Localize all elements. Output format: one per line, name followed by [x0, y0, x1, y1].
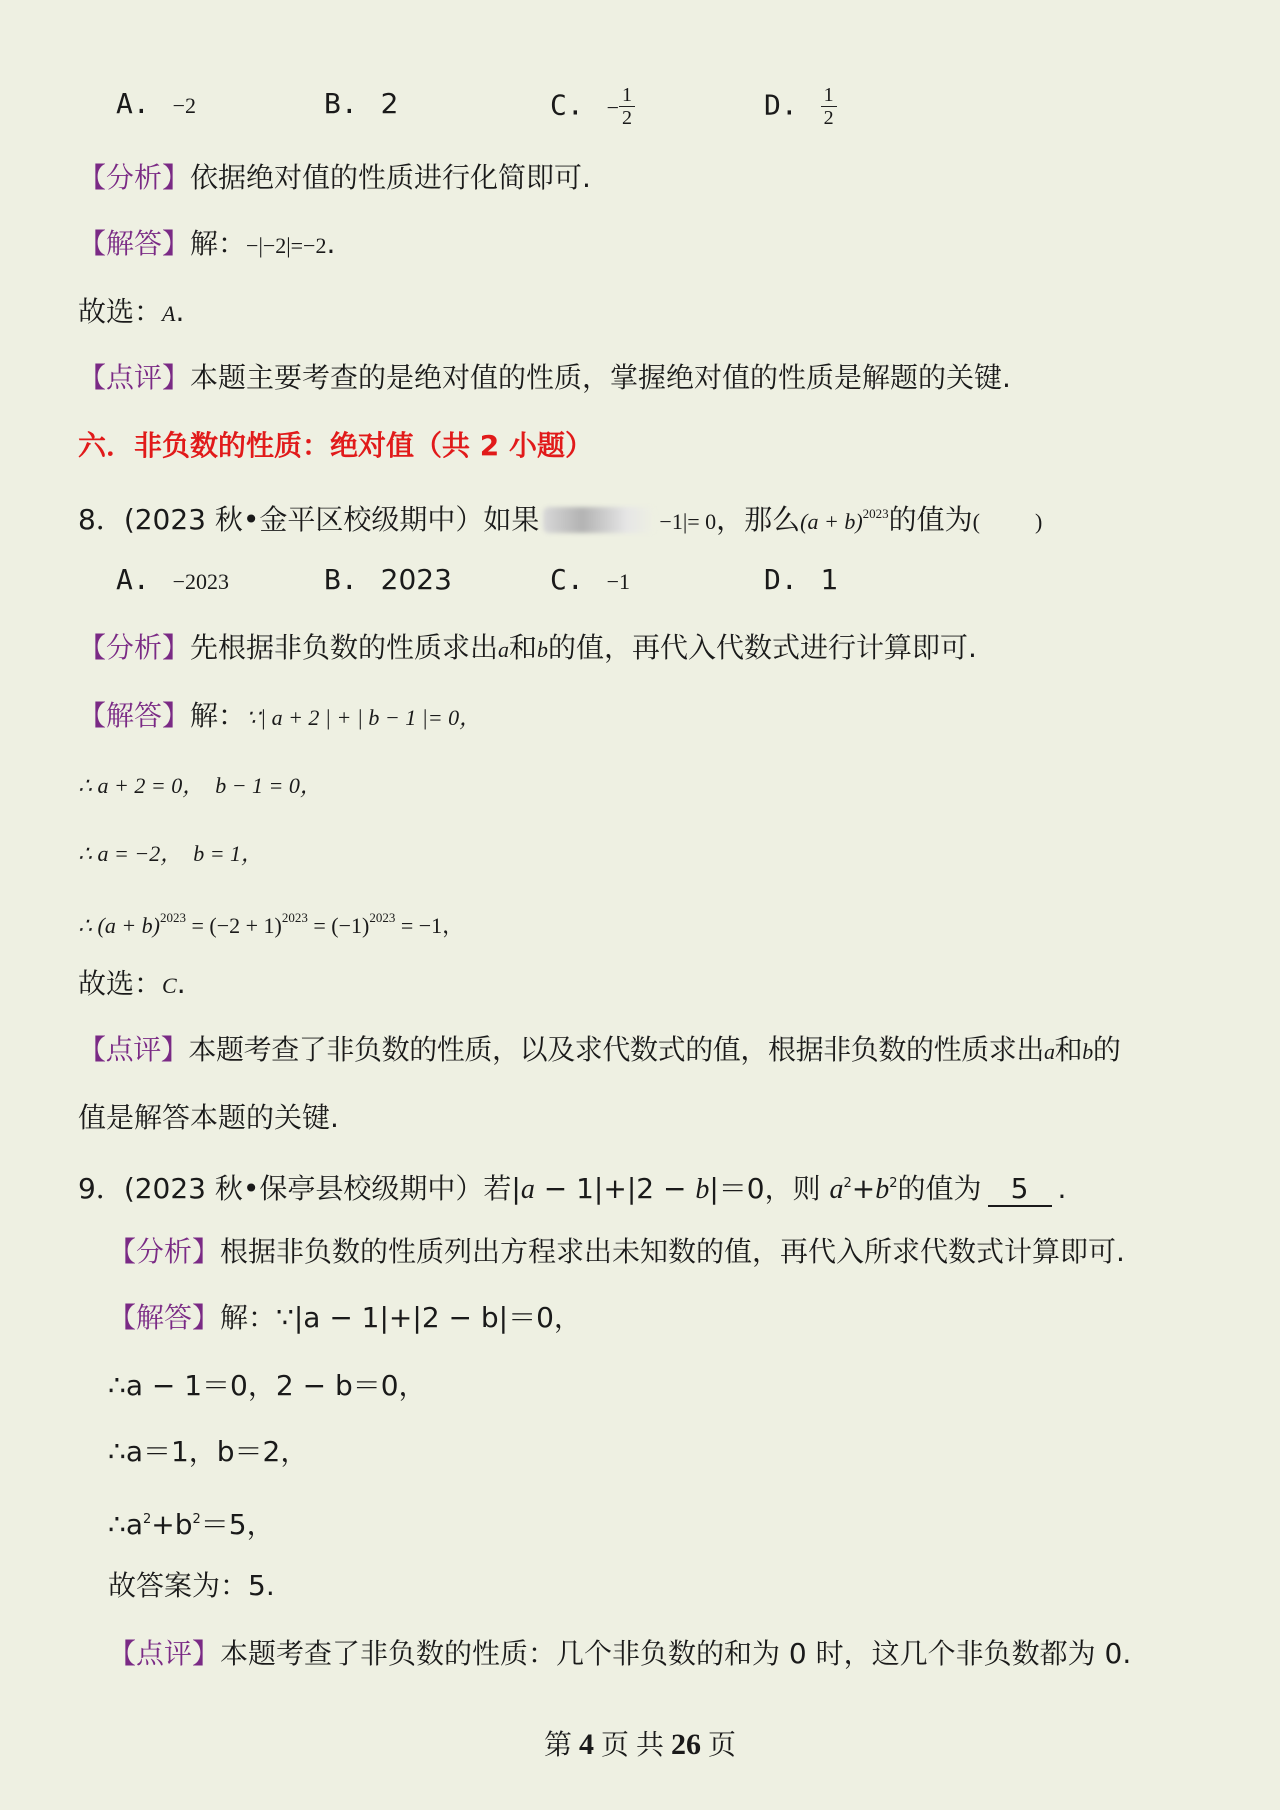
- q9-step-3: $\therefore a^2+b^2=5$，: [108, 1508, 275, 1541]
- q7-options: [0, 84, 1280, 144]
- q8-choose: 故选：C.: [78, 967, 186, 1000]
- q8-solution: 【解答】解：∵| a + 2 | + | b − 1 |= 0，: [78, 699, 482, 732]
- blurred-region: [543, 507, 655, 533]
- q8-step-4: ∴ $(a + b)^{2023} = (-2 + 1)^{2023} = (-1)^{2023} = -1$，: [78, 910, 465, 938]
- q8-stem: 8．(2023 秋•金平区校级期中）如果 −1|= 0，那么$(a + b)^{2023}$的值为( ): [78, 503, 1043, 536]
- q9-solution: 【解答】解：∵|a − 1|+|2 − b|＝0，: [108, 1301, 582, 1334]
- q9-step-1: ∴a − 1＝0，2 − b＝0，: [108, 1369, 427, 1402]
- section-heading: 六．非负数的性质：绝对值（共 2 小题）: [78, 429, 593, 462]
- fraction: $\frac{1}{2}$: [619, 84, 635, 129]
- q7-analysis: 【分析】依据绝对值的性质进行化简即可.: [78, 161, 591, 194]
- q7-choose: 故选：A.: [78, 295, 185, 328]
- q8-comment: 【点评】本题考查了非负数的性质，以及求代数式的值，根据非负数的性质求出a和b的: [78, 1033, 1121, 1066]
- q8-option-b: B. 2023: [324, 563, 452, 596]
- q8-comment-line-2: 值是解答本题的关键.: [78, 1101, 339, 1134]
- q7-option-b: B. 2: [324, 87, 399, 120]
- q7-option-a: A. −2: [116, 87, 197, 120]
- q9-analysis: 【分析】根据非负数的性质列出方程求出未知数的值，再代入所求代数式计算即可.: [108, 1235, 1125, 1268]
- q9-comment: 【点评】本题考查了非负数的性质：几个非负数的和为 0 时，这几个非负数都为 0.: [108, 1637, 1132, 1670]
- q8-options: [0, 560, 1280, 620]
- page-total: 26: [671, 1728, 701, 1761]
- page-footer: 第 4 页 共 26 页: [543, 1728, 737, 1761]
- q8-step-3: ∴ a = −2， b = 1，: [78, 841, 264, 866]
- q9-stem: 9．(2023 秋•保亭县校级期中）若|a − 1|+|2 − b|＝0，则 $a^2+b^2$的值为 5 .: [78, 1172, 1067, 1205]
- q7-option-d: D. $\frac{1}{2}$: [764, 84, 837, 129]
- q8-step-2: ∴ a + 2 = 0， b − 1 = 0，: [78, 773, 322, 798]
- answer-blank: 5: [988, 1173, 1052, 1207]
- page-number: 4: [578, 1728, 594, 1761]
- fraction: $\frac{1}{2}$: [821, 84, 837, 129]
- q9-step-2: ∴a＝1，b＝2，: [108, 1435, 309, 1468]
- q8-option-c: C. −1: [550, 563, 631, 596]
- q9-final-answer: 故答案为：5.: [108, 1569, 275, 1602]
- q8-option-d: D. 1: [764, 563, 839, 596]
- q7-comment: 【点评】本题主要考查的是绝对值的性质，掌握绝对值的性质是解题的关键.: [78, 361, 1011, 394]
- q8-analysis: 【分析】先根据非负数的性质求出a和b的值，再代入代数式进行计算即可.: [78, 631, 977, 664]
- q7-solution: 【解答】解：−|−2|=−2.: [78, 227, 336, 260]
- q7-option-c: C. − $\frac{1}{2}$: [550, 84, 635, 129]
- q8-option-a: A. −2023: [116, 563, 230, 596]
